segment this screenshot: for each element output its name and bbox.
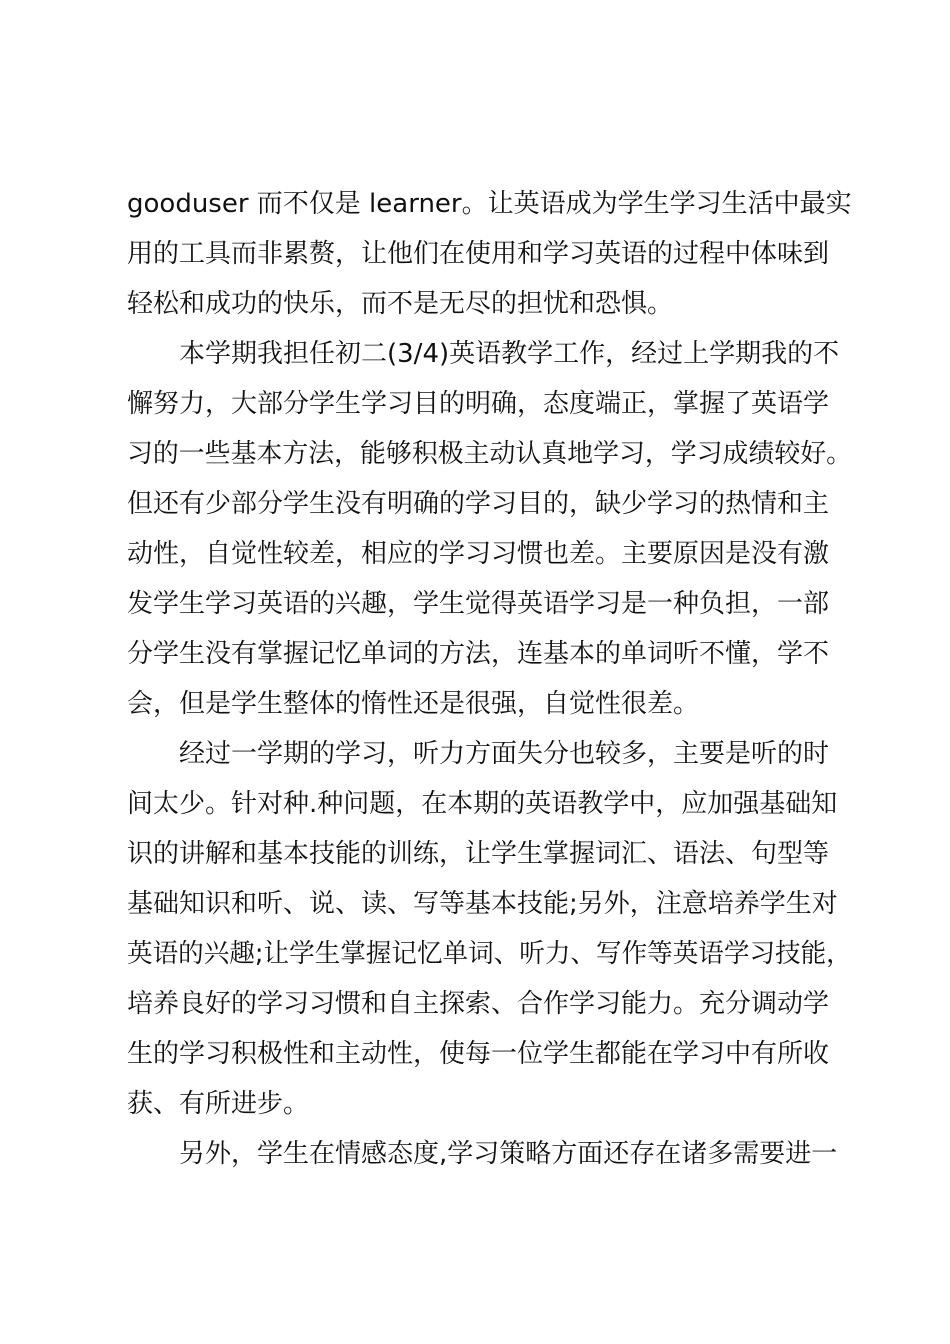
text-line: 动性，自觉性较差，相应的学习习惯也差。主要原因是没有激 (127, 539, 830, 569)
text-line: 间太少。针对种.种问题，在本期的英语教学中，应加强基础知 (127, 789, 838, 819)
text-line: 轻松和成功的快乐，而不是无尽的担忧和恐惧。 (127, 289, 674, 319)
text-line: 习的一些基本方法，能够积极主动认真地学习，学习成绩较好。 (127, 439, 853, 469)
text-line: 分学生没有掌握记忆单词的方法，连基本的单词听不懂，学不 (127, 639, 830, 669)
text-line: 生的学习积极性和主动性，使每一位学生都能在学习中有所收 (127, 1039, 830, 1069)
text-line: 经过一学期的学习，听力方面失分也较多，主要是听的时 (179, 739, 830, 769)
text-line: 但还有少部分学生没有明确的学习目的，缺少学习的热情和主 (127, 489, 830, 519)
text-line: gooduser 而不仅是 learner。让英语成为学生学习生活中最实 (127, 189, 852, 219)
text-line: 懈努力，大部分学生学习目的明确，态度端正，掌握了英语学 (127, 389, 830, 419)
text-line: 基础知识和听、说、读、写等基本技能;另外，注意培养学生对 (127, 889, 838, 919)
text-line: 本学期我担任初二(3/4)英语教学工作，经过上学期我的不 (179, 339, 840, 369)
text-line: 识的讲解和基本技能的训练，让学生掌握词汇、语法、句型等 (127, 839, 830, 869)
text-line: 用的工具而非累赘，让他们在使用和学习英语的过程中体味到 (127, 239, 830, 269)
text-line: 培养良好的学习习惯和自主探索、合作学习能力。充分调动学 (127, 989, 830, 1019)
text-line: 发学生学习英语的兴趣，学生觉得英语学习是一种负担，一部 (127, 589, 830, 619)
text-line: 另外，学生在情感态度,学习策略方面还存在诸多需要进一 (179, 1139, 838, 1169)
text-line: 英语的兴趣;让学生掌握记忆单词、听力、写作等英语学习技能， (127, 939, 852, 969)
text-line: 会，但是学生整体的惰性还是很强，自觉性很差。 (127, 689, 700, 719)
text-line: 获、有所进步。 (127, 1089, 310, 1119)
